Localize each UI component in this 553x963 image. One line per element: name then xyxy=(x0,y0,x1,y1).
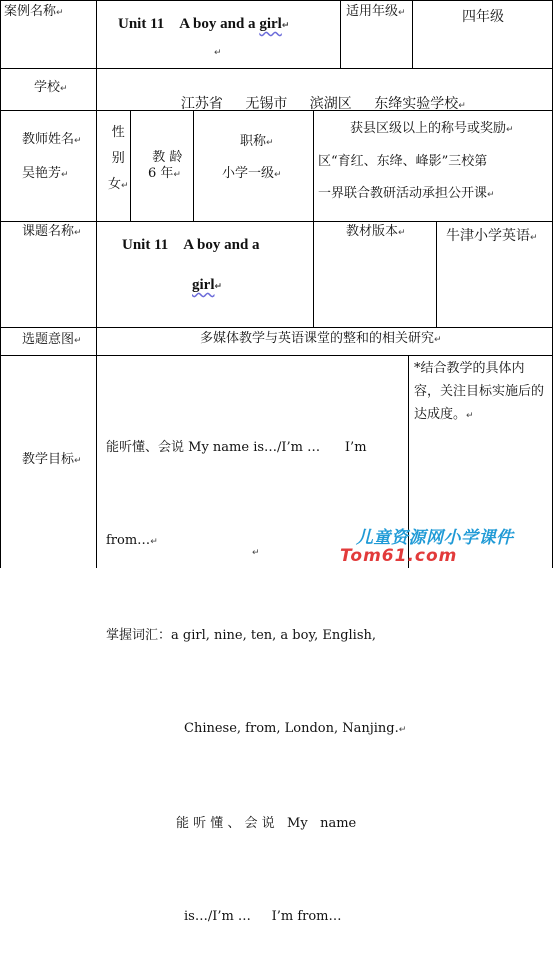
column-divider xyxy=(436,221,437,327)
column-divider xyxy=(340,0,341,68)
intent-value: 多媒体教学与英语课堂的整和的相关研究↵ xyxy=(200,331,442,346)
paragraph-mark-icon: ↵ xyxy=(398,725,407,735)
watermark-logo: Tom61.com xyxy=(340,546,458,566)
rank-value: 小学一级↵ xyxy=(222,166,282,181)
column-divider xyxy=(96,0,97,568)
teacher-label: 教师姓名↵ xyxy=(22,132,82,147)
paragraph-mark-icon: ↵ xyxy=(281,21,290,31)
paragraph-mark-icon: ↵ xyxy=(506,125,514,135)
paragraph-mark-icon: ↵ xyxy=(458,100,466,111)
paragraph-mark-icon: ↵ xyxy=(398,228,406,238)
paragraph-mark-icon: ↵ xyxy=(121,181,129,191)
paragraph-mark-icon: ↵ xyxy=(74,456,82,466)
goals-note: *结合教学的具体内容，关注目标实施后的达成度。↵ xyxy=(414,361,545,422)
row-divider xyxy=(0,221,553,222)
gender-value: 女 xyxy=(108,177,122,192)
row-divider xyxy=(0,68,553,69)
grade-label: 适用年级↵ xyxy=(346,4,406,19)
teacher-name: 吴艳芳↵ xyxy=(22,166,69,181)
gender-label: 性 别 女↵ xyxy=(108,125,129,192)
intent-label: 选题意图↵ xyxy=(22,332,82,347)
paragraph-mark-icon: ↵ xyxy=(74,136,82,146)
topic-title-line2: girl↵ xyxy=(192,277,223,293)
paragraph-mark-icon: ↵ xyxy=(56,8,64,18)
column-divider xyxy=(313,110,314,327)
edition-label: 教材版本↵ xyxy=(346,224,406,239)
paragraph-mark-icon: ↵ xyxy=(434,335,442,345)
paragraph-mark-icon: ↵ xyxy=(274,170,282,180)
paragraph-mark-icon: ↵ xyxy=(60,84,68,94)
table-border-top xyxy=(0,0,553,1)
paragraph-mark-icon: ↵ xyxy=(214,48,222,58)
column-divider xyxy=(412,0,413,68)
goals-text: 能听懂、会说 My name is…/I’m … I’m from…↵ 掌握词汇：a girl, nine, ten, a boy, English, Chinese, from, London, Nanjing.↵ 能 听 懂 、 会 说 My name is…/I’m … I’m from… xyxy=(106,440,407,924)
row-divider xyxy=(0,355,553,356)
case-title: Unit 11 A boy and a girl↵ xyxy=(118,16,290,32)
paragraph-mark-icon: ↵ xyxy=(61,170,69,180)
paragraph-mark-icon: ↵ xyxy=(252,548,260,558)
paragraph-mark-icon: ↵ xyxy=(74,228,82,238)
age-value: 6 年↵ xyxy=(148,166,181,181)
rank-label: 职称↵ xyxy=(240,134,274,149)
paragraph-mark-icon: ↵ xyxy=(398,8,406,18)
paragraph-mark-icon: ↵ xyxy=(530,233,538,243)
honor-text: 获县区级以上的称号或奖励↵ 区“育红、东绛、峰影”三校第 一界联合教研活动承担公开课↵ xyxy=(318,121,514,201)
table-border-left xyxy=(0,0,1,568)
school-value: 江苏省 无锡市 滨湖区 东绛实验学校↵ xyxy=(180,95,466,112)
watermark-text: 儿童资源网小学课件 xyxy=(356,528,514,548)
age-label: 教 龄 xyxy=(152,150,183,166)
column-divider xyxy=(130,110,131,221)
case-name-label: 案例名称↵ xyxy=(4,4,64,19)
paragraph-mark-icon: ↵ xyxy=(487,190,495,200)
school-label: 学校↵ xyxy=(34,80,68,95)
column-divider xyxy=(193,110,194,221)
paragraph-mark-icon: ↵ xyxy=(150,537,158,547)
row-divider xyxy=(0,327,553,328)
grade-value: 四年级 xyxy=(462,9,504,25)
paragraph-mark-icon: ↵ xyxy=(214,282,223,292)
paragraph-mark-icon: ↵ xyxy=(266,138,274,148)
topic-label: 课题名称↵ xyxy=(22,224,82,239)
edition-value: 牛津小学英语↵ xyxy=(446,228,538,244)
goals-label: 教学目标↵ xyxy=(22,452,82,467)
paragraph-mark-icon: ↵ xyxy=(74,336,82,346)
paragraph-mark-icon: ↵ xyxy=(466,411,474,421)
paragraph-mark-icon: ↵ xyxy=(173,170,181,180)
topic-title-line1: Unit 11 A boy and a xyxy=(122,237,260,253)
